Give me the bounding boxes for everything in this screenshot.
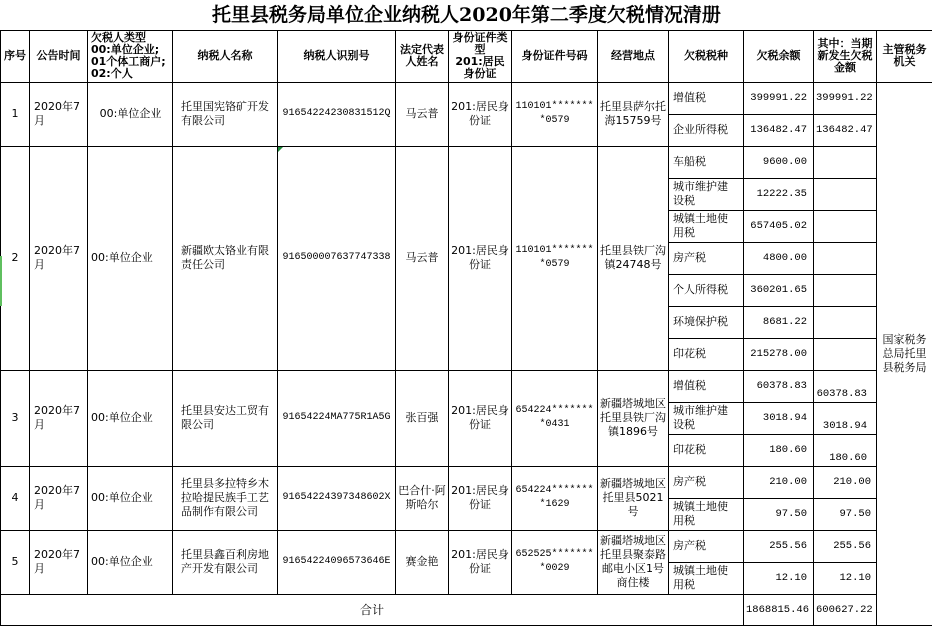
header-announce-date[interactable]: 公告时间 bbox=[30, 30, 88, 82]
cell-arrears-balance[interactable]: 210.00 bbox=[744, 466, 814, 498]
cell-new-arrears[interactable]: 136482.47 bbox=[814, 114, 877, 146]
cell-arrears-balance[interactable]: 360201.65 bbox=[744, 274, 814, 306]
cell-address[interactable]: 托里县铁厂沟镇24748号 bbox=[598, 146, 669, 370]
header-id-type[interactable]: 身份证件类型 201:居民身份证 bbox=[449, 30, 512, 82]
cell-new-arrears[interactable] bbox=[814, 306, 877, 338]
cell-announce-date[interactable]: 2020年7月 bbox=[30, 530, 88, 594]
cell-arrears-balance[interactable]: 9600.00 bbox=[744, 146, 814, 178]
cell-tax-kind[interactable]: 城镇土地使用税 bbox=[669, 562, 744, 594]
cell-id-type[interactable]: 201:居民身份证 bbox=[449, 466, 512, 530]
cell-id-type[interactable]: 201:居民身份证 bbox=[449, 146, 512, 370]
sheet-title[interactable]: 托里县税务局单位企业纳税人2020年第二季度欠税情况清册 bbox=[1, 0, 932, 30]
header-taxpayer-id[interactable]: 纳税人识别号 bbox=[278, 30, 396, 82]
cell-id-number[interactable]: 654224********0431 bbox=[512, 370, 598, 466]
cell-seq[interactable]: 4 bbox=[1, 466, 30, 530]
cell-arrears-balance[interactable]: 255.56 bbox=[744, 530, 814, 562]
cell-new-arrears[interactable]: 180.60 bbox=[814, 434, 877, 466]
cell-tax-kind[interactable]: 印花税 bbox=[669, 434, 744, 466]
cell-new-arrears[interactable]: 399991.22 bbox=[814, 82, 877, 114]
cell-taxpayer-type[interactable]: 00:单位企业 bbox=[88, 530, 173, 594]
cell-legal-rep[interactable]: 张百强 bbox=[396, 370, 449, 466]
cell-seq[interactable]: 1 bbox=[1, 82, 30, 146]
cell-tax-kind[interactable]: 城市维护建设税 bbox=[669, 178, 744, 210]
cell-tax-kind[interactable]: 增值税 bbox=[669, 370, 744, 402]
cell-taxpayer-id[interactable]: 91654224096573646E bbox=[278, 530, 396, 594]
cell-arrears-balance[interactable]: 180.60 bbox=[744, 434, 814, 466]
cell-taxpayer-id[interactable]: 91654224MA775R1A5G bbox=[278, 370, 396, 466]
header-tax-authority[interactable]: 主管税务机关 bbox=[877, 30, 932, 82]
header-taxpayer-type[interactable]: 欠税人类型 00:单位企业; 01个体工商户; 02:个人 bbox=[88, 30, 173, 82]
cell-id-type[interactable]: 201:居民身份证 bbox=[449, 370, 512, 466]
cell-address[interactable]: 托里县萨尔托海15759号 bbox=[598, 82, 669, 146]
cell-arrears-balance[interactable]: 4800.00 bbox=[744, 242, 814, 274]
cell-taxpayer-name[interactable]: 新疆欧太铬业有限责任公司 bbox=[173, 146, 278, 370]
cell-id-number[interactable]: 110101********0579 bbox=[512, 146, 598, 370]
cell-id-type[interactable]: 201:居民身份证 bbox=[449, 530, 512, 594]
cell-new-arrears[interactable]: 255.56 bbox=[814, 530, 877, 562]
cell-taxpayer-name[interactable]: 托里国宪铬矿开发有限公司 bbox=[173, 82, 278, 146]
cell-taxpayer-name[interactable]: 托里县多拉特乡木拉哈提民族手工艺品制作有限公司 bbox=[173, 466, 278, 530]
total-label[interactable]: 合计 bbox=[1, 594, 744, 625]
cell-tax-kind[interactable]: 城镇土地使用税 bbox=[669, 498, 744, 530]
cell-tax-kind[interactable]: 城市维护建设税 bbox=[669, 402, 744, 434]
cell-seq[interactable]: 5 bbox=[1, 530, 30, 594]
cell-arrears-balance[interactable]: 399991.22 bbox=[744, 82, 814, 114]
cell-tax-kind[interactable]: 房产税 bbox=[669, 466, 744, 498]
cell-id-type[interactable]: 201:居民身份证 bbox=[449, 82, 512, 146]
header-arrears-balance[interactable]: 欠税余额 bbox=[744, 30, 814, 82]
header-seq[interactable]: 序号 bbox=[1, 30, 30, 82]
cell-tax-authority[interactable]: 国家税务总局托里县税务局 bbox=[877, 82, 932, 625]
cell-address[interactable]: 新疆塔城地区托里县聚泰路邮电小区1号商住楼 bbox=[598, 530, 669, 594]
cell-address[interactable]: 新疆塔城地区托里县5021号 bbox=[598, 466, 669, 530]
cell-new-arrears[interactable]: 12.10 bbox=[814, 562, 877, 594]
header-legal-rep[interactable]: 法定代表人姓名 bbox=[396, 30, 449, 82]
cell-id-number[interactable]: 652525********0029 bbox=[512, 530, 598, 594]
cell-tax-kind[interactable]: 印花税 bbox=[669, 338, 744, 370]
cell-new-arrears[interactable] bbox=[814, 146, 877, 178]
cell-address[interactable]: 新疆塔城地区托里县铁厂沟镇1896号 bbox=[598, 370, 669, 466]
cell-arrears-balance[interactable]: 97.50 bbox=[744, 498, 814, 530]
header-id-number[interactable]: 身份证件号码 bbox=[512, 30, 598, 82]
cell-announce-date[interactable]: 2020年7月 bbox=[30, 82, 88, 146]
cell-legal-rep[interactable]: 赛金艳 bbox=[396, 530, 449, 594]
cell-taxpayer-type[interactable]: 00:单位企业 bbox=[88, 82, 173, 146]
cell-new-arrears[interactable]: 97.50 bbox=[814, 498, 877, 530]
cell-new-arrears[interactable] bbox=[814, 178, 877, 210]
cell-new-arrears[interactable] bbox=[814, 274, 877, 306]
cell-arrears-balance[interactable]: 657405.02 bbox=[744, 210, 814, 242]
cell-taxpayer-id[interactable]: 91654224230831512Q bbox=[278, 82, 396, 146]
cell-arrears-balance[interactable]: 215278.00 bbox=[744, 338, 814, 370]
cell-taxpayer-id[interactable]: 916500007637747338 bbox=[278, 146, 396, 370]
cell-announce-date[interactable]: 2020年7月 bbox=[30, 466, 88, 530]
cell-tax-kind[interactable]: 个人所得税 bbox=[669, 274, 744, 306]
row-selection-marker bbox=[0, 256, 2, 306]
cell-arrears-balance[interactable]: 3018.94 bbox=[744, 402, 814, 434]
total-new-arrears[interactable]: 600627.22 bbox=[814, 594, 877, 625]
cell-new-arrears[interactable] bbox=[814, 210, 877, 242]
cell-tax-kind[interactable]: 企业所得税 bbox=[669, 114, 744, 146]
cell-arrears-balance[interactable]: 60378.83 bbox=[744, 370, 814, 402]
cell-new-arrears[interactable] bbox=[814, 338, 877, 370]
header-new-arrears[interactable]: 其中：当期新发生欠税金额 bbox=[814, 30, 877, 82]
cell-arrears-balance[interactable]: 12.10 bbox=[744, 562, 814, 594]
cell-taxpayer-type[interactable]: 00:单位企业 bbox=[88, 146, 173, 370]
cell-tax-kind[interactable]: 环境保护税 bbox=[669, 306, 744, 338]
cell-seq[interactable]: 2 bbox=[1, 146, 30, 370]
cell-id-number[interactable]: 110101********0579 bbox=[512, 82, 598, 146]
cell-taxpayer-type[interactable]: 00:单位企业 bbox=[88, 370, 173, 466]
cell-legal-rep[interactable]: 巴合什·阿斯哈尔 bbox=[396, 466, 449, 530]
cell-arrears-balance[interactable]: 12222.35 bbox=[744, 178, 814, 210]
cell-new-arrears[interactable] bbox=[814, 242, 877, 274]
cell-legal-rep[interactable]: 马云普 bbox=[396, 146, 449, 370]
cell-new-arrears[interactable]: 60378.83 bbox=[814, 370, 877, 402]
cell-tax-kind[interactable]: 房产税 bbox=[669, 242, 744, 274]
cell-id-number[interactable]: 654224********1629 bbox=[512, 466, 598, 530]
cell-taxpayer-id[interactable]: 91654224397348602X bbox=[278, 466, 396, 530]
cell-tax-kind[interactable]: 增值税 bbox=[669, 82, 744, 114]
cell-taxpayer-name[interactable]: 托里县鑫百利房地产开发有限公司 bbox=[173, 530, 278, 594]
cell-arrears-balance[interactable]: 136482.47 bbox=[744, 114, 814, 146]
cell-taxpayer-name[interactable]: 托里县安达工贸有限公司 bbox=[173, 370, 278, 466]
cell-arrears-balance[interactable]: 8681.22 bbox=[744, 306, 814, 338]
cell-announce-date[interactable]: 2020年7月 bbox=[30, 146, 88, 370]
cell-tax-kind[interactable]: 房产税 bbox=[669, 530, 744, 562]
cell-legal-rep[interactable]: 马云普 bbox=[396, 82, 449, 146]
cell-taxpayer-type[interactable]: 00:单位企业 bbox=[88, 466, 173, 530]
header-tax-kind[interactable]: 欠税税种 bbox=[669, 30, 744, 82]
cell-tax-kind[interactable]: 车船税 bbox=[669, 146, 744, 178]
cell-announce-date[interactable]: 2020年7月 bbox=[30, 370, 88, 466]
header-taxpayer-name[interactable]: 纳税人名称 bbox=[173, 30, 278, 82]
cell-seq[interactable]: 3 bbox=[1, 370, 30, 466]
header-address[interactable]: 经营地点 bbox=[598, 30, 669, 82]
cell-new-arrears[interactable]: 210.00 bbox=[814, 466, 877, 498]
total-arrears-balance[interactable]: 1868815.46 bbox=[744, 594, 814, 625]
cell-new-arrears[interactable]: 3018.94 bbox=[814, 402, 877, 434]
cell-tax-kind[interactable]: 城镇土地使用税 bbox=[669, 210, 744, 242]
